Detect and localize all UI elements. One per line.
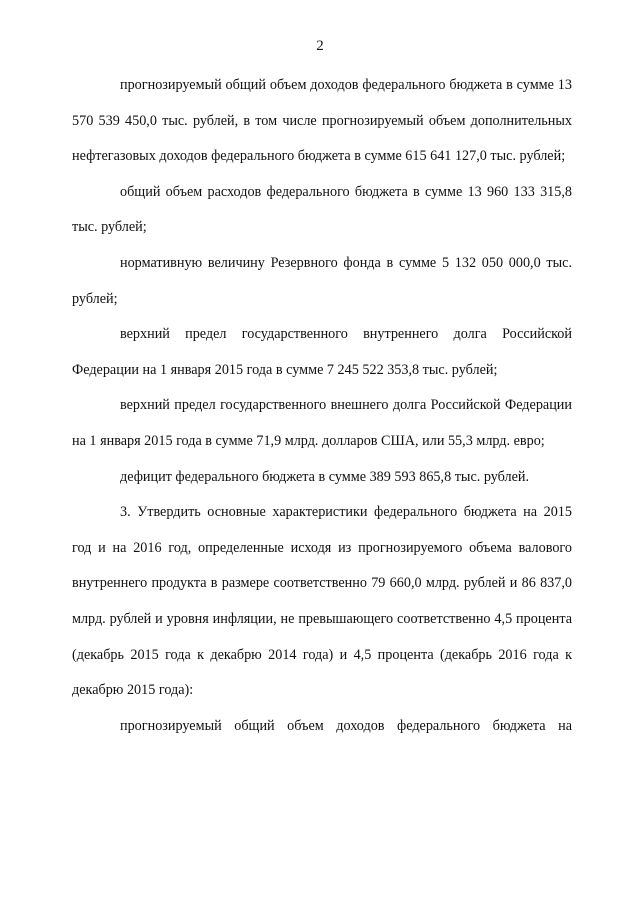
paragraph-projected-revenues: прогнозируемый общий объем доходов федерального бюджета в сумме 13 570 539 450,0 тыс. рублей, в том числе прогнозируемый объем дополнительных нефтегазовых доходов федерального бюджета в сумме 615 641 127,0 тыс. рублей; — [72, 77, 572, 165]
paragraph-internal-debt-limit: верхний предел государственного внутреннего долга Российской Федерации на 1 января 2015 года в сумме 7 245 522 353,8 тыс. рублей; — [72, 326, 572, 378]
paragraph-total-expenditures: общий объем расходов федерального бюджета в сумме 13 960 133 315,8 тыс. рублей; — [72, 183, 572, 236]
paragraph-item-3: 3. Утвердить основные характеристики федерального бюджета на 2015 год и на 2016 год, определенные исходя из прогнозируемого объема валового внутреннего продукта в размере соответственно 79 660,0 млрд. рублей и 86 837,0 млрд. рублей и уровня инфляции, не превышающего соответственно 4,5 процента (декабрь 2015 года к декабрю 2014 года) и 4,5 процента (декабрь 2016 года к декабрю 2015 года): — [72, 504, 572, 699]
page-number: 2 — [316, 38, 324, 54]
document-body — [72, 68, 572, 744]
paragraph-projected-revenues-continued: прогнозируемый общий объем доходов федерального бюджета на — [120, 717, 572, 734]
paragraph-budget-deficit: дефицит федерального бюджета в сумме 389 593 865,8 тыс. рублей. — [120, 468, 530, 485]
paragraph-external-debt-limit: верхний предел государственного внешнего долга Российской Федерации на 1 января 2015 года в сумме 71,9 млрд. долларов США, или 55,3 млрд. евро; — [72, 397, 572, 449]
paragraph-reserve-fund: нормативную величину Резервного фонда в сумме 5 132 050 000,0 тыс. рублей; — [72, 254, 572, 307]
